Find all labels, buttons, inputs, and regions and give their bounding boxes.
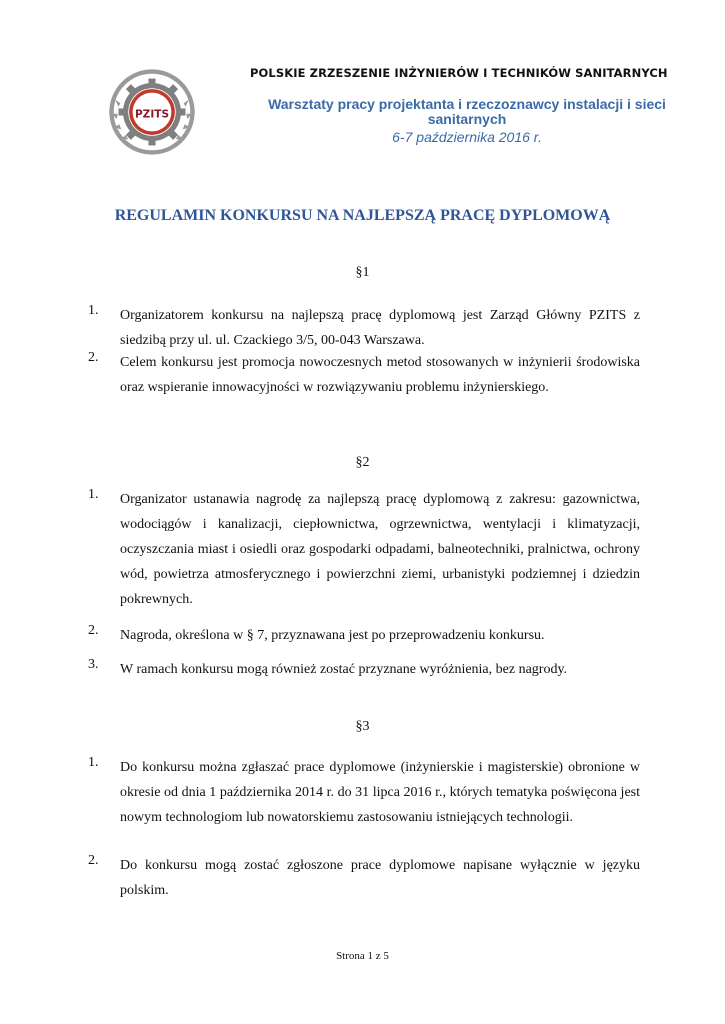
event-title: Warsztaty pracy projektanta i rzeczoznawcy instalacji i sieci sanitarnych xyxy=(268,96,666,127)
item-number: 2. xyxy=(88,623,99,638)
item-text: Do konkursu można zgłaszać prace dyplomowe (inżynierskie i magisterskie) obronione w okresie od dnia 1 października 2014 r. do 31 lipca 2016 r., których tematyka poświęcona jest nowym technologiom lub nowatorskiemu zastosowaniu istniejących technologii. xyxy=(120,760,640,825)
page-footer: Strona 1 z 5 xyxy=(336,950,389,962)
item-text: W ramach konkursu mogą również zostać przyznane wyróżnienia, bez nagrody. xyxy=(120,662,568,677)
item-text: Organizator ustanawia nagrodę za najlepszą pracę dyplomową z zakresu: gazownictwa, wodociągów i kanalizacji, ciepłownictwa, ogrzewnictwa, wentylacji i klimatyzacji, oczyszczania miast i osiedli oraz gospodarki odpadami, balneotechniki, pralnictwa, ochrony wód, powietrza atmosferycznego i powierzchni ziemi, urbanistyki podziemnej i dziedzin pokrewnych. xyxy=(120,492,640,607)
list-item xyxy=(88,487,640,612)
item-number: 3. xyxy=(88,657,99,672)
item-text: Nagroda, określona w § 7, przyznawana jest po przeprowadzeniu konkursu. xyxy=(120,628,545,643)
organization-name: POLSKIE ZRZESZENIE INŻYNIERÓW I TECHNIKÓW SANITARNYCH xyxy=(250,66,668,80)
section-mark-2: §2 xyxy=(355,455,370,470)
section-mark-3: §3 xyxy=(355,719,370,734)
list-item xyxy=(88,755,640,830)
list-item xyxy=(88,623,640,648)
item-number: 1. xyxy=(88,487,99,502)
list-item xyxy=(88,303,640,353)
list-item xyxy=(88,350,640,400)
item-number: 2. xyxy=(88,350,99,365)
event-date: 6-7 października 2016 r. xyxy=(392,129,542,145)
document-title: REGULAMIN KONKURSU NA NAJLEPSZĄ PRACĘ DYPLOMOWĄ xyxy=(114,207,611,224)
list-item xyxy=(88,853,640,903)
item-text: Organizatorem konkursu na najlepszą pracę dyplomową jest Zarząd Główny PZITS z siedzibą przy ul. ul. Czackiego 3/5, 00-043 Warszawa. xyxy=(120,308,640,348)
item-number: 2. xyxy=(88,853,99,868)
item-number: 1. xyxy=(88,303,99,318)
item-number: 1. xyxy=(88,755,99,770)
list-item xyxy=(88,657,640,682)
logo-text: PZITS xyxy=(134,108,170,121)
pzits-logo xyxy=(108,68,196,156)
item-text: Celem konkursu jest promocja nowoczesnych metod stosowanych w inżynierii środowiska oraz wspieranie innowacyjności w rozwiązywaniu problemu inżynierskiego. xyxy=(120,355,640,395)
section-mark-1: §1 xyxy=(355,265,370,280)
item-text: Do konkursu mogą zostać zgłoszone prace dyplomowe napisane wyłącznie w języku polskim. xyxy=(120,858,640,898)
